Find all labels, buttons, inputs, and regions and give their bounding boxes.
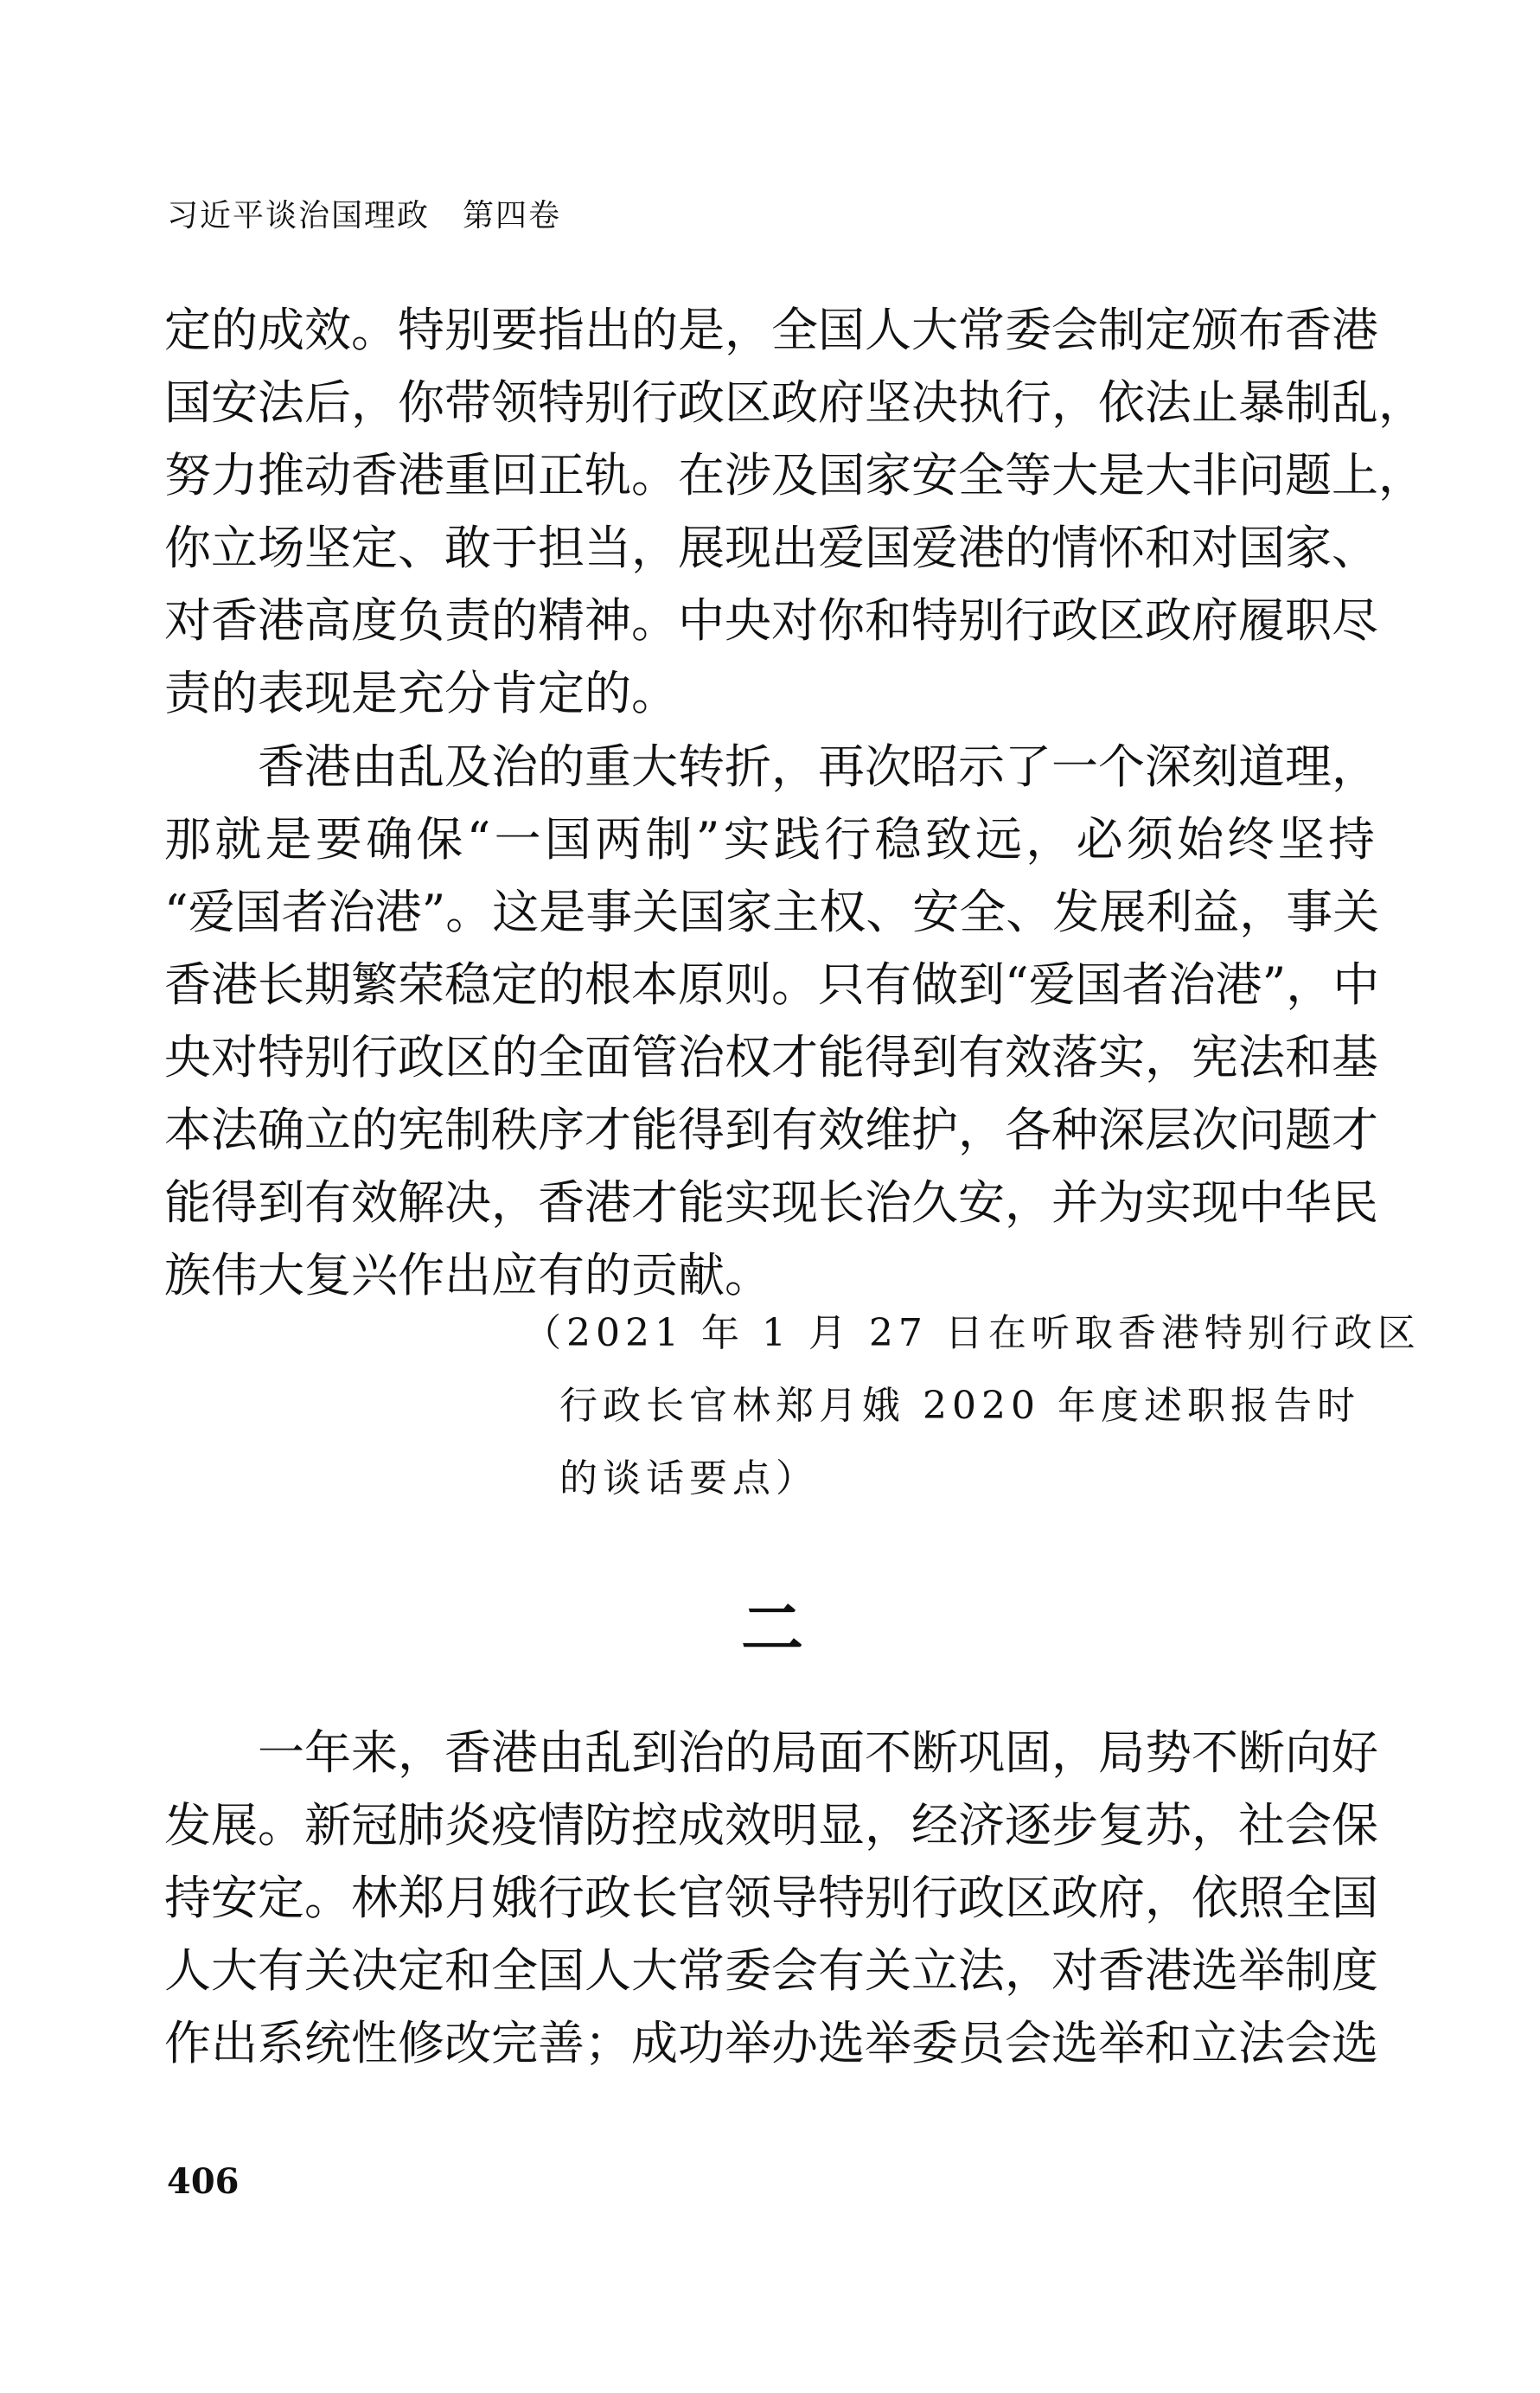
text-line: 发展。新冠肺炎疫情防控成效明显，经济逐步复苏，社会保	[164, 1798, 1378, 1852]
text-line: 努力推动香港重回正轨。在涉及国家安全等大是大非问题上，	[164, 448, 1425, 502]
text-line: 族伟大复兴作出应有的贡献。	[164, 1248, 771, 1302]
text-line: 香港长期繁荣稳定的根本原则。只有做到“爱国者治港”，中	[164, 957, 1380, 1012]
text-line: 那就是要确保“一国两制”实践行稳致远，必须始终坚持	[164, 812, 1375, 867]
text-line: 一年来，香港由乱到治的局面不断巩固，局势不断向好	[258, 1725, 1378, 1780]
text-line: 定的成效。特别要指出的是，全国人大常委会制定颁布香港	[164, 303, 1378, 357]
text-line: 央对特别行政区的全面管治权才能得到有效落实，宪法和基	[164, 1030, 1378, 1085]
text-line: 本法确立的宪制秩序才能得到有效维护，各种深层次问题才	[164, 1103, 1378, 1157]
text-line: 责的表现是充分肯定的。	[164, 666, 678, 720]
citation-line: （2021 年 1 月 27 日在听取香港特别行政区	[523, 1311, 1421, 1355]
text-line: 国安法后，你带领特别行政区政府坚决执行，依法止暴制乱，	[164, 375, 1425, 430]
section-number: 二	[740, 1591, 803, 1665]
paragraph-1	[164, 294, 1425, 730]
citation-line: 行政长官林郑月娥 2020 年度述职报告时	[559, 1384, 1360, 1428]
text-line: 香港由乱及治的重大转折，再次昭示了一个深刻道理，	[258, 739, 1378, 794]
source-citation	[523, 1297, 1421, 1515]
text-line: 能得到有效解决，香港才能实现长治久安，并为实现中华民	[164, 1175, 1378, 1230]
citation-line: 的谈话要点）	[559, 1456, 819, 1500]
paragraph-2	[164, 731, 1380, 1312]
running-header: 习近平谈治国理政 第四卷	[167, 198, 562, 234]
text-line: “爱国者治港”。这是事关国家主权、安全、发展利益，事关	[164, 885, 1380, 939]
text-line: 对香港高度负责的精神。中央对你和特别行政区政府履职尽	[164, 593, 1378, 648]
text-line: 人大有关决定和全国人大常委会有关立法，对香港选举制度	[164, 1943, 1378, 1998]
paragraph-3	[164, 1717, 1378, 2080]
text-line: 你立场坚定、敢于担当，展现出爱国爱港的情怀和对国家、	[164, 521, 1378, 575]
page-number: 406	[167, 2161, 240, 2202]
text-line: 持安定。林郑月娥行政长官领导特别行政区政府，依照全国	[164, 1871, 1378, 1925]
text-line: 作出系统性修改完善；成功举办选举委员会选举和立法会选	[164, 2016, 1378, 2070]
